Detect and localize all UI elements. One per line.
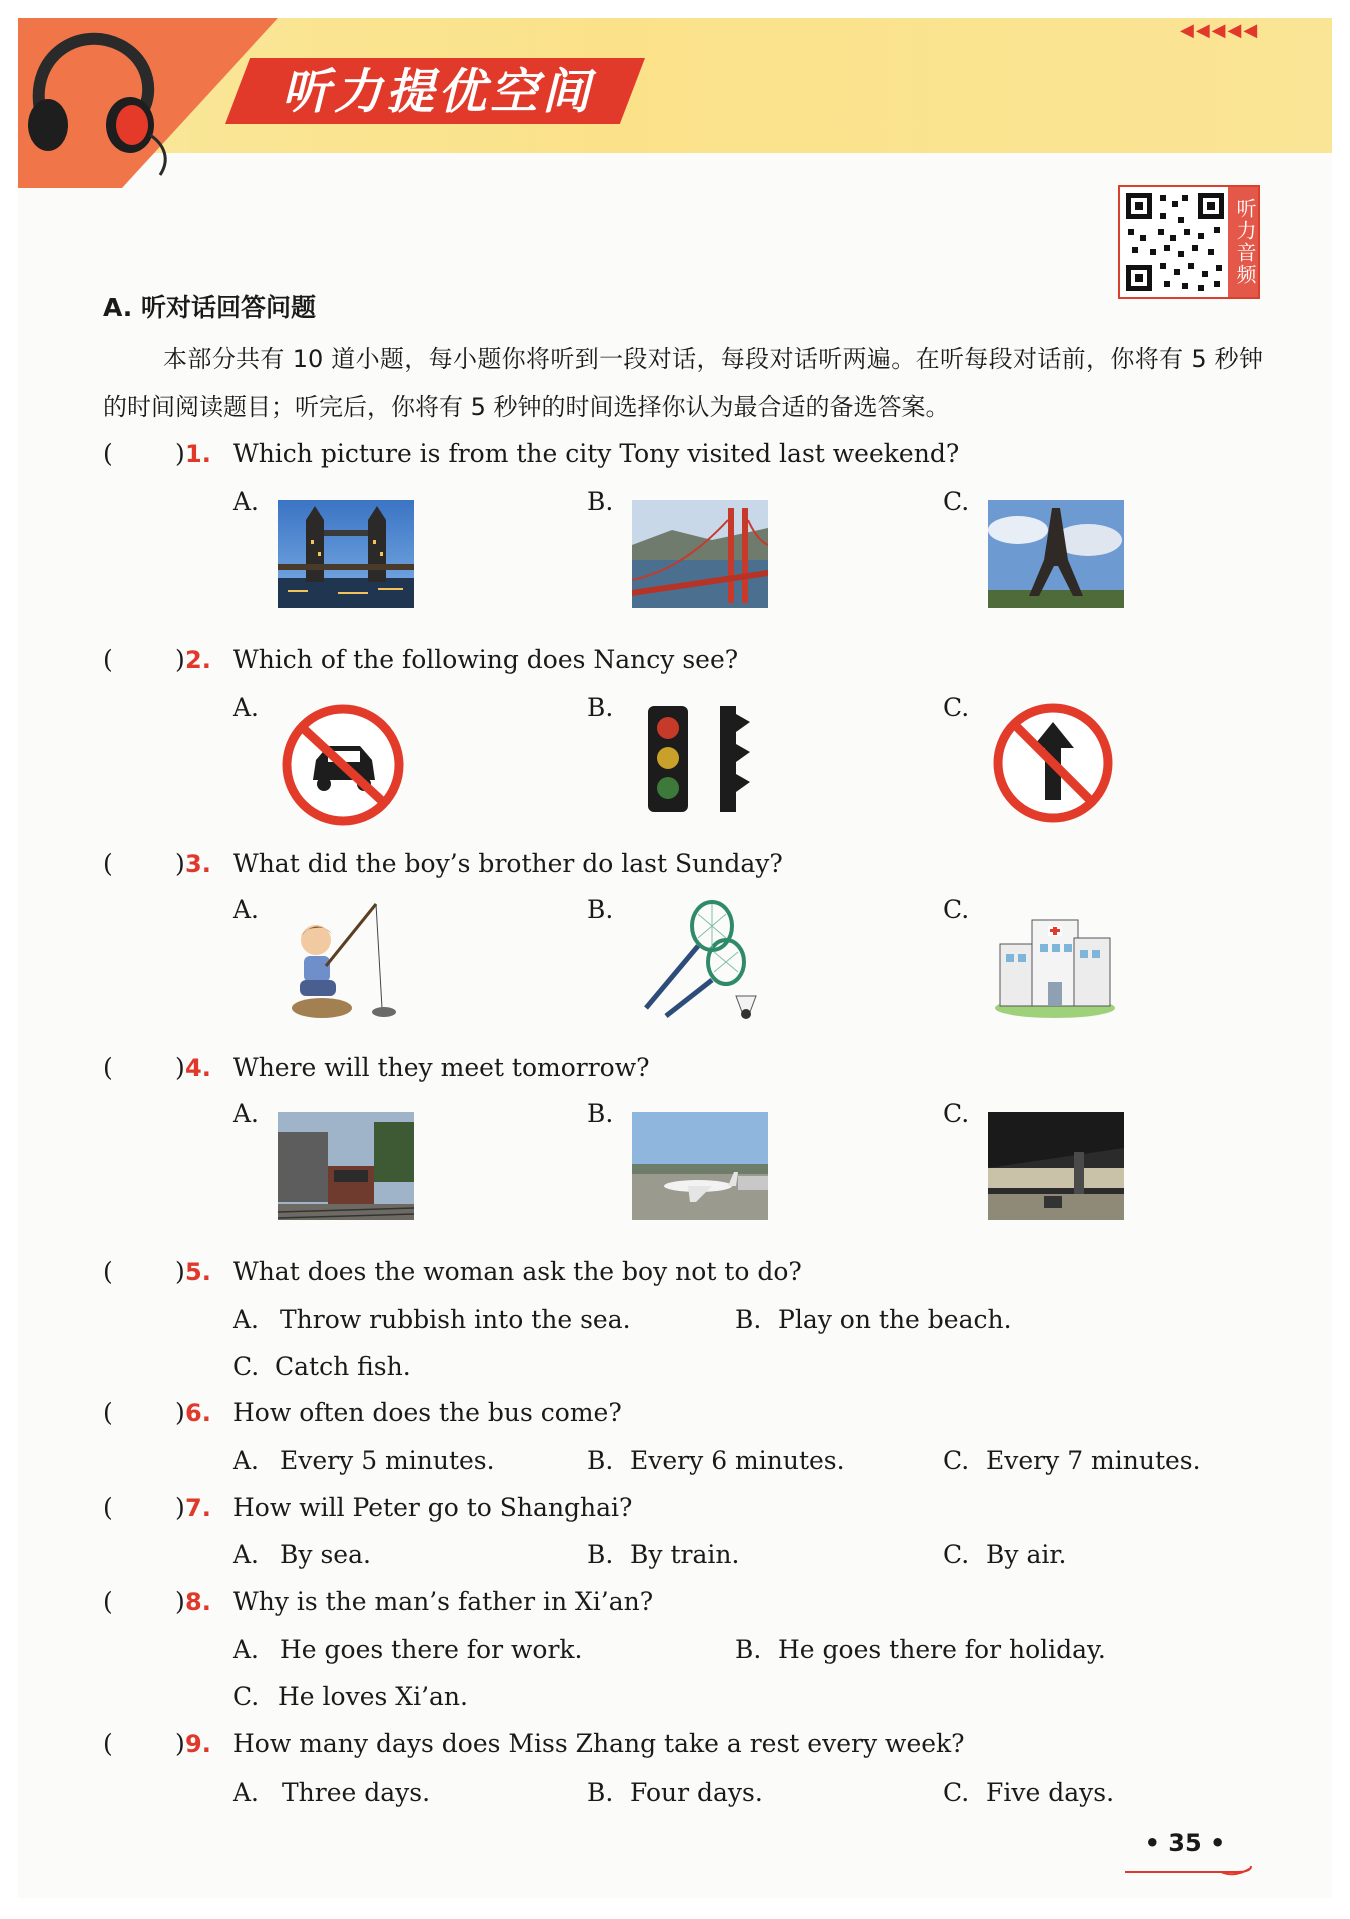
option-c-text[interactable]: Catch fish. bbox=[275, 1352, 411, 1381]
question-text: How many days does Miss Zhang take a rest every week? bbox=[233, 1729, 965, 1758]
qr-code-icon bbox=[1118, 185, 1232, 299]
train-station-photo[interactable] bbox=[278, 1112, 414, 1220]
traffic-lights[interactable] bbox=[640, 700, 760, 820]
option-letter: A. bbox=[233, 1305, 260, 1334]
question-8 bbox=[103, 1582, 1263, 1622]
option-letter: C. bbox=[943, 1778, 970, 1807]
section-title: A. 听对话回答问题 bbox=[103, 293, 317, 322]
option-letter: C. bbox=[943, 1446, 970, 1475]
option-b-text[interactable]: Four days. bbox=[630, 1778, 763, 1807]
question-number: 9. bbox=[185, 1730, 211, 1758]
option-letter: C. bbox=[233, 1682, 260, 1711]
option-letter: B. bbox=[587, 693, 614, 722]
option-a-text[interactable]: Three days. bbox=[282, 1778, 431, 1807]
answer-paren-close: ) bbox=[175, 1729, 185, 1758]
option-c-text[interactable]: Five days. bbox=[986, 1778, 1115, 1807]
answer-paren-open: ( bbox=[103, 1398, 113, 1427]
option-b-text[interactable]: Every 6 minutes. bbox=[630, 1446, 845, 1475]
option-letter: A. bbox=[233, 693, 260, 722]
page-number-underline-icon bbox=[1125, 1862, 1253, 1878]
option-letter: A. bbox=[233, 1778, 260, 1807]
option-letter: B. bbox=[587, 487, 614, 516]
question-1 bbox=[103, 434, 1263, 474]
option-letter: A. bbox=[233, 895, 260, 924]
option-b-text[interactable]: He goes there for holiday. bbox=[778, 1635, 1106, 1664]
qr-label: 听力音频 bbox=[1228, 185, 1260, 299]
option-b-text[interactable]: By train. bbox=[630, 1540, 740, 1569]
question-text: Which of the following does Nancy see? bbox=[233, 645, 739, 674]
page-title: 听力提优空间 bbox=[281, 64, 594, 120]
boy-fishing[interactable] bbox=[286, 900, 416, 1024]
question-2 bbox=[103, 640, 1263, 680]
question-text: How will Peter go to Shanghai? bbox=[233, 1493, 633, 1522]
page-number: • 35 • bbox=[1144, 1829, 1226, 1857]
question-number: 1. bbox=[185, 440, 211, 468]
option-letter: C. bbox=[943, 1099, 970, 1128]
option-c-text[interactable]: He loves Xi’an. bbox=[278, 1682, 468, 1711]
answer-paren-open: ( bbox=[103, 1053, 113, 1082]
option-letter: B. bbox=[587, 1540, 614, 1569]
question-5 bbox=[103, 1252, 1263, 1292]
arrow-decoration-icon: ◀◀◀◀◀ bbox=[1180, 20, 1260, 41]
question-number: 2. bbox=[185, 646, 211, 674]
option-a-text[interactable]: He goes there for work. bbox=[280, 1635, 583, 1664]
question-text: Where will they meet tomorrow? bbox=[233, 1053, 650, 1082]
option-letter: B. bbox=[587, 895, 614, 924]
option-c-text[interactable]: Every 7 minutes. bbox=[986, 1446, 1201, 1475]
answer-paren-close: ) bbox=[175, 1257, 185, 1286]
option-c-text[interactable]: By air. bbox=[986, 1540, 1067, 1569]
option-letter: A. bbox=[233, 487, 260, 516]
question-text: Why is the man’s father in Xi’an? bbox=[233, 1587, 654, 1616]
option-letter: B. bbox=[587, 1099, 614, 1128]
answer-paren-close: ) bbox=[175, 1587, 185, 1616]
question-number: 5. bbox=[185, 1258, 211, 1286]
answer-paren-close: ) bbox=[175, 1053, 185, 1082]
option-letter: A. bbox=[233, 1099, 260, 1128]
option-letter: B. bbox=[587, 1446, 614, 1475]
answer-paren-open: ( bbox=[103, 439, 113, 468]
subway-station-photo[interactable] bbox=[988, 1112, 1124, 1220]
answer-paren-close: ) bbox=[175, 1493, 185, 1522]
answer-paren-close: ) bbox=[175, 645, 185, 674]
question-number: 6. bbox=[185, 1399, 211, 1427]
option-letter: C. bbox=[943, 487, 970, 516]
option-a-text[interactable]: Every 5 minutes. bbox=[280, 1446, 495, 1475]
question-number: 3. bbox=[185, 850, 211, 878]
golden-gate-bridge-photo[interactable] bbox=[632, 500, 768, 608]
option-letter: A. bbox=[233, 1446, 260, 1475]
question-7 bbox=[103, 1488, 1263, 1528]
answer-paren-open: ( bbox=[103, 849, 113, 878]
header-banner bbox=[18, 18, 1332, 153]
answer-paren-open: ( bbox=[103, 645, 113, 674]
option-letter: B. bbox=[735, 1305, 762, 1334]
answer-paren-open: ( bbox=[103, 1257, 113, 1286]
option-letter: C. bbox=[943, 895, 970, 924]
airport-photo[interactable] bbox=[632, 1112, 768, 1220]
option-letter: B. bbox=[735, 1635, 762, 1664]
option-b-text[interactable]: Play on the beach. bbox=[778, 1305, 1012, 1334]
badminton-rackets[interactable] bbox=[632, 900, 762, 1024]
answer-paren-open: ( bbox=[103, 1587, 113, 1616]
question-9 bbox=[103, 1724, 1263, 1764]
question-number: 7. bbox=[185, 1494, 211, 1522]
no-cars-sign[interactable] bbox=[278, 702, 408, 828]
tower-bridge-photo[interactable] bbox=[278, 500, 414, 608]
question-3 bbox=[103, 844, 1263, 884]
answer-paren-close: ) bbox=[175, 849, 185, 878]
answer-paren-close: ) bbox=[175, 1398, 185, 1427]
option-letter: B. bbox=[587, 1778, 614, 1807]
question-text: Which picture is from the city Tony visited last weekend? bbox=[233, 439, 960, 468]
hospital-building[interactable] bbox=[992, 908, 1118, 1020]
option-letter: A. bbox=[233, 1635, 260, 1664]
option-letter: A. bbox=[233, 1540, 260, 1569]
no-straight-ahead-sign[interactable] bbox=[990, 700, 1116, 826]
question-number: 8. bbox=[185, 1588, 211, 1616]
eiffel-tower-photo[interactable] bbox=[988, 500, 1124, 608]
option-a-text[interactable]: By sea. bbox=[280, 1540, 371, 1569]
question-6 bbox=[103, 1393, 1263, 1433]
answer-paren-close: ) bbox=[175, 439, 185, 468]
option-letter: C. bbox=[943, 1540, 970, 1569]
question-number: 4. bbox=[185, 1054, 211, 1082]
answer-paren-open: ( bbox=[103, 1493, 113, 1522]
section-instructions: 本部分共有 10 道小题，每小题你将听到一段对话，每段对话听两遍。在听每段对话前，你将有 5 秒钟的时间阅读题目；听完后，你将有 5 秒钟的时间选择你认为最合适的备选答案。 bbox=[103, 345, 1263, 421]
question-text: What does the woman ask the boy not to do? bbox=[233, 1257, 802, 1286]
option-a-text[interactable]: Throw rubbish into the sea. bbox=[280, 1305, 631, 1334]
question-text: What did the boy’s brother do last Sunday? bbox=[233, 849, 783, 878]
headphones-icon bbox=[10, 15, 190, 185]
question-4 bbox=[103, 1048, 1263, 1088]
answer-paren-open: ( bbox=[103, 1729, 113, 1758]
option-letter: C. bbox=[233, 1352, 260, 1381]
option-letter: C. bbox=[943, 693, 970, 722]
question-text: How often does the bus come? bbox=[233, 1398, 622, 1427]
